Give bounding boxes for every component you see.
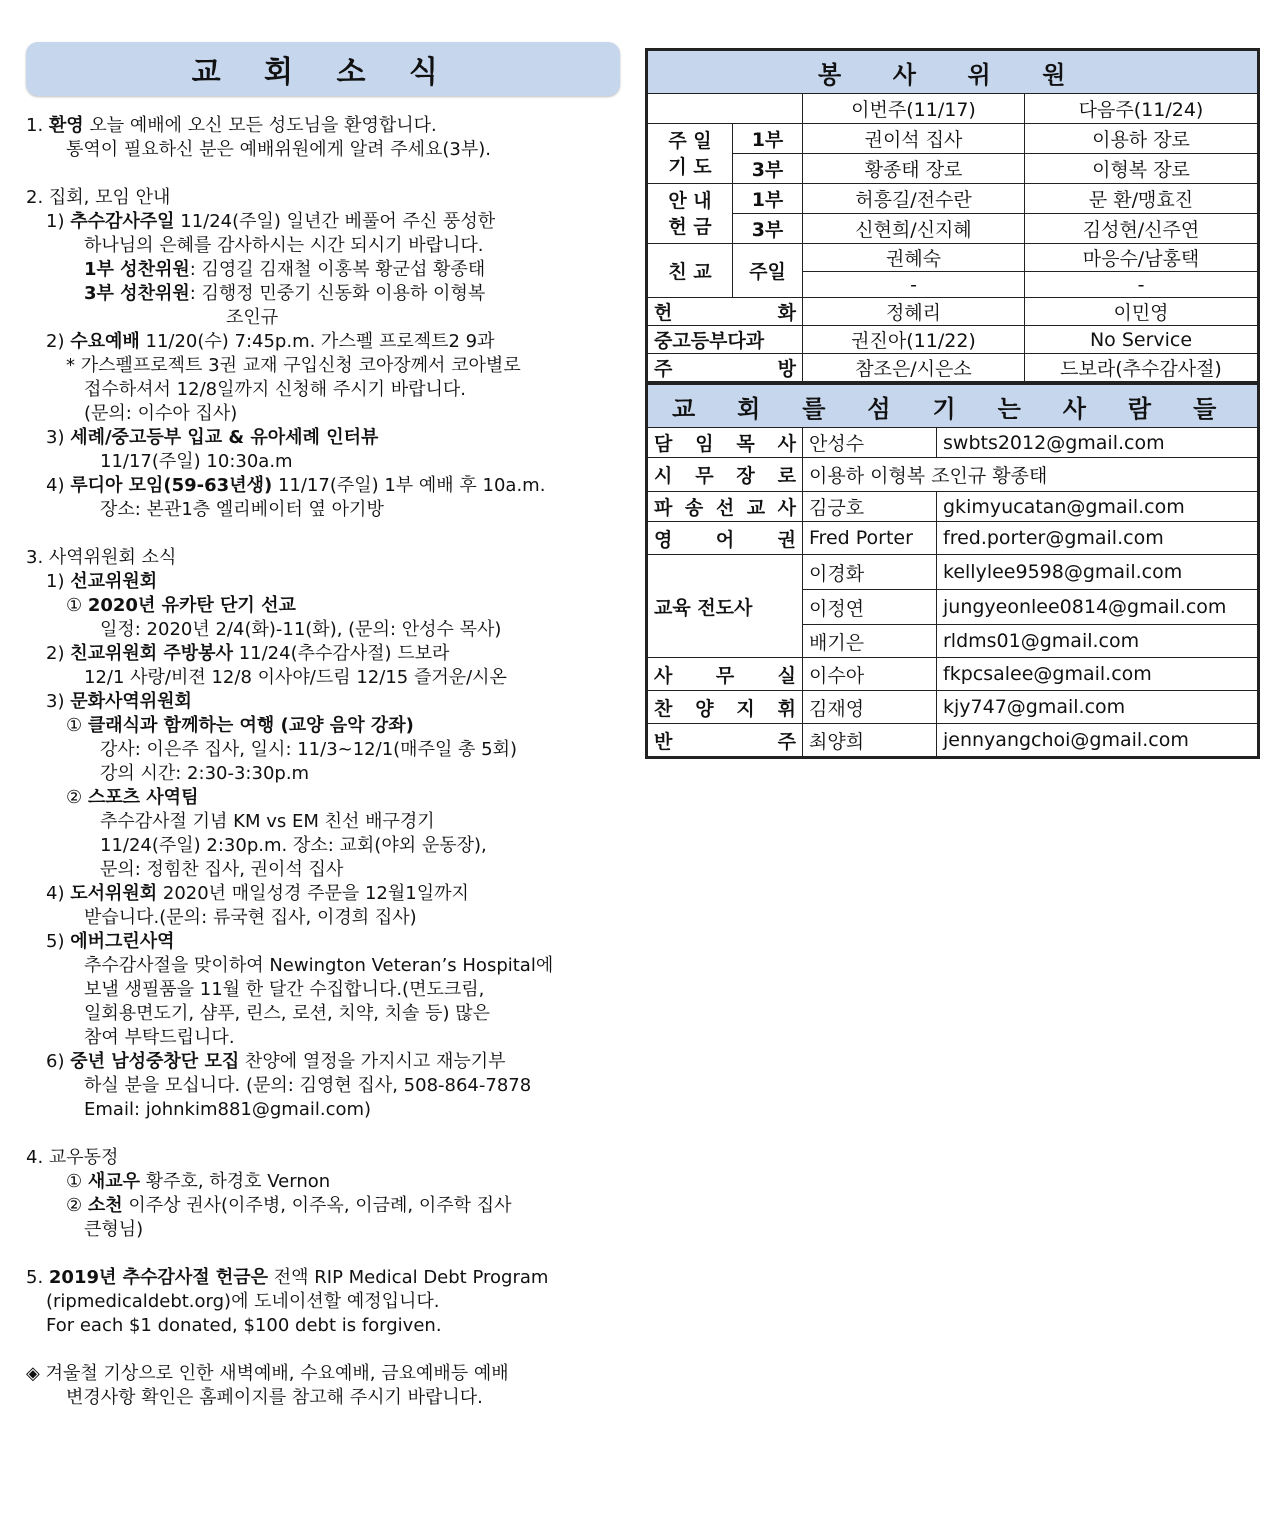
news-line: 일정: 2020년 2/4(화)-11(화), (문의: 안성수 목사)	[100, 619, 502, 640]
spacer	[26, 1338, 626, 1362]
staff-email[interactable]: kellylee9598@gmail.com	[937, 555, 1259, 590]
church-news-title: 교 회 소 식	[26, 42, 620, 96]
sunday-prayer-label: 주 일 기 도	[647, 124, 733, 184]
staff-role: 찬 양 지 휘	[647, 691, 803, 724]
staff-email[interactable]: fred.porter@gmail.com	[937, 522, 1259, 555]
news-line: 1) 추수감사주일 11/24(주일) 일년간 베풀어 주신 풍성한	[46, 211, 496, 232]
news-line: 2) 친교위원회 주방봉사 11/24(추수감사절) 드보라	[46, 643, 450, 664]
news-line: 통역이 필요하신 분은 예배위원에게 알려 주세요(3부).	[66, 139, 491, 160]
staff-name: 이용하 이형복 조인규 황종태	[803, 458, 1259, 492]
this-week-cell: 황종태 장로	[803, 154, 1025, 184]
staff-email[interactable]: fkpcsalee@gmail.com	[937, 658, 1259, 691]
news-line: 6) 중년 남성중창단 모집 찬양에 열정을 가지시고 재능기부	[46, 1051, 506, 1072]
news-line: 4) 도서위원회 2020년 매일성경 주문을 12월1일까지	[46, 883, 469, 904]
news-line: 2) 수요예배 11/20(수) 7:45p.m. 가스펠 프로젝트2 9과	[46, 331, 495, 352]
staff-name: 김긍호	[803, 492, 937, 522]
news-line: * 가스펠프로젝트 3권 교재 구입신청 코아장께서 코아별로	[66, 355, 521, 376]
church-staff-title: 교 회 를 섬 기 는 사 람 들	[647, 385, 1259, 428]
staff-name: 안성수	[803, 428, 937, 458]
next-week-cell: 이형복 장로	[1025, 154, 1259, 184]
usher-offering-label: 안 내 헌 금	[647, 184, 733, 244]
staff-role: 시 무 장 로	[647, 458, 803, 492]
news-line: (ripmedicaldebt.org)에 도네이션할 예정입니다.	[46, 1291, 440, 1312]
staff-name: 이수아	[803, 658, 937, 691]
service-part-label: 3부	[733, 154, 803, 184]
youth-snack-label: 중고등부다과	[647, 326, 803, 354]
staff-role: 파 송 선 교 사	[647, 492, 803, 522]
staff-name: 배기은	[803, 625, 937, 658]
flower-label: 헌 화	[647, 298, 803, 326]
staff-name: Fred Porter	[803, 522, 937, 555]
right-column	[645, 48, 1257, 759]
news-line: ① 클래식과 함께하는 여행 (교양 음악 강좌)	[66, 715, 414, 736]
news-line: 3. 사역위원회 소식	[26, 547, 177, 568]
staff-role: 반 주	[647, 724, 803, 758]
news-line: ② 스포츠 사역팀	[66, 787, 199, 808]
news-line: 5) 에버그린사역	[46, 931, 175, 952]
news-line: 장소: 본관1층 엘리베이터 옆 아기방	[100, 499, 384, 520]
staff-name: 이경화	[803, 555, 937, 590]
news-line: 변경사항 확인은 홈페이지를 참고해 주시기 바랍니다.	[66, 1387, 483, 1408]
staff-role: 사 무 실	[647, 658, 803, 691]
news-line: 1. 환영 오늘 예배에 오신 모든 성도님을 환영합니다.	[26, 115, 437, 136]
staff-email[interactable]: gkimyucatan@gmail.com	[937, 492, 1259, 522]
news-line: 1부 성찬위원: 김영길 김재철 이홍복 황군섭 황종태	[84, 259, 486, 280]
staff-email[interactable]: rldms01@gmail.com	[937, 625, 1259, 658]
news-line: 받습니다.(문의: 류국현 집사, 이경희 집사)	[84, 907, 417, 928]
staff-role: 담 임 목 사	[647, 428, 803, 458]
staff-email[interactable]: kjy747@gmail.com	[937, 691, 1259, 724]
news-line: ① 새교우 황주호, 하경호 Vernon	[66, 1171, 331, 1192]
staff-email[interactable]: swbts2012@gmail.com	[937, 428, 1259, 458]
this-week-cell: 참조은/시은소	[803, 354, 1025, 383]
this-week-header: 이번주(11/17)	[803, 94, 1025, 124]
news-line: 4) 루디아 모임(59-63년생) 11/17(주일) 1부 예배 후 10a.m.	[46, 475, 546, 496]
news-line: Email: johnkim881@gmail.com)	[84, 1099, 372, 1120]
news-line: 12/1 사랑/비젼 12/8 이사야/드림 12/15 즐거운/시온	[84, 667, 507, 688]
news-line: ◈ 겨울철 기상으로 인한 새벽예배, 수요예배, 금요예배등 예배	[26, 1363, 509, 1384]
service-committee-table	[645, 48, 1260, 384]
news-line: 2. 집회, 모임 안내	[26, 187, 171, 208]
church-staff-table	[645, 384, 1260, 759]
next-week-cell: 문 환/맹효진	[1025, 184, 1259, 214]
news-line: 4. 교우동정	[26, 1147, 119, 1168]
this-week-cell: 허흥길/전수란	[803, 184, 1025, 214]
this-week-cell: 정혜리	[803, 298, 1025, 326]
spacer	[26, 522, 626, 546]
next-week-header: 다음주(11/24)	[1025, 94, 1259, 124]
service-part-label: 3부	[733, 214, 803, 244]
news-line: 3) 세례/중고등부 입교 & 유아세례 인터뷰	[46, 427, 379, 448]
this-week-cell: -	[803, 272, 1025, 298]
spacer	[26, 162, 626, 186]
next-week-cell: 이용하 장로	[1025, 124, 1259, 154]
next-week-cell: 마응수/남홍택	[1025, 244, 1259, 272]
news-line: 3부 성찬위원: 김행정 민중기 신동화 이용하 이형복	[84, 283, 486, 304]
news-line: 문의: 정힘찬 집사, 권이석 집사	[100, 859, 344, 880]
news-line: 강의 시간: 2:30-3:30p.m	[100, 763, 310, 784]
staff-name: 김재영	[803, 691, 937, 724]
news-line: 일회용면도기, 샴푸, 린스, 로션, 치약, 치솔 등) 많은	[84, 1003, 491, 1024]
empty-header-cell	[647, 94, 803, 124]
church-news-section	[26, 42, 626, 1410]
staff-role: 영 어 권	[647, 522, 803, 555]
next-week-cell: 드보라(추수감사절)	[1025, 354, 1259, 383]
staff-email[interactable]: jennyangchoi@gmail.com	[937, 724, 1259, 758]
news-line: 11/17(주일) 10:30a.m	[100, 451, 293, 472]
news-line: (문의: 이수아 집사)	[84, 403, 238, 424]
kitchen-label: 주 방	[647, 354, 803, 383]
news-line: 3) 문화사역위원회	[46, 691, 192, 712]
spacer	[26, 1122, 626, 1146]
news-line: 강사: 이은주 집사, 일시: 11/3~12/1(매주일 총 5회)	[100, 739, 518, 760]
staff-name: 이정연	[803, 590, 937, 625]
staff-name: 최양희	[803, 724, 937, 758]
next-week-cell: -	[1025, 272, 1259, 298]
news-line: 보낼 생필품을 11월 한 달간 수집합니다.(면도크림,	[84, 979, 485, 1000]
service-part-label: 주일	[733, 244, 803, 298]
news-line: 조인규	[226, 307, 279, 328]
staff-email[interactable]: jungyeonlee0814@gmail.com	[937, 590, 1259, 625]
news-line: For each $1 donated, $100 debt is forgiven.	[46, 1315, 442, 1336]
news-line: 하실 분을 모십니다. (문의: 김영현 집사, 508-864-7878	[84, 1075, 532, 1096]
this-week-cell: 신현희/신지혜	[803, 214, 1025, 244]
church-news-body	[26, 114, 626, 1410]
this-week-cell: 권이석 집사	[803, 124, 1025, 154]
service-part-label: 1부	[733, 184, 803, 214]
service-committee-title: 봉 사 위 원	[647, 50, 1259, 94]
news-line: 11/24(주일) 2:30p.m. 장소: 교회(야외 운동장),	[100, 835, 487, 856]
this-week-cell: 권진아(11/22)	[803, 326, 1025, 354]
next-week-cell: 김성현/신주연	[1025, 214, 1259, 244]
spacer	[26, 1242, 626, 1266]
this-week-cell: 권혜숙	[803, 244, 1025, 272]
news-line: 추수감사절을 맞이하여 Newington Veteran’s Hospital에	[84, 955, 554, 976]
staff-role: 교육 전도사	[647, 555, 803, 658]
news-line: ② 소천 이주상 권사(이주병, 이주옥, 이금례, 이주학 집사	[66, 1195, 512, 1216]
news-line: 추수감사절 기념 KM vs EM 친선 배구경기	[100, 811, 435, 832]
news-line: ① 2020년 유카탄 단기 선교	[66, 595, 296, 616]
fellowship-label: 친 교	[647, 244, 733, 298]
news-line: 1) 선교위원회	[46, 571, 158, 592]
next-week-cell: 이민영	[1025, 298, 1259, 326]
news-line: 하나님의 은혜를 감사하시는 시간 되시기 바랍니다.	[84, 235, 484, 256]
service-part-label: 1부	[733, 124, 803, 154]
news-line: 참여 부탁드립니다.	[84, 1027, 235, 1048]
news-line: 큰형님)	[84, 1219, 144, 1240]
next-week-cell: No Service	[1025, 326, 1259, 354]
news-line: 접수하셔서 12/8일까지 신청해 주시기 바랍니다.	[84, 379, 467, 400]
news-line: 5. 2019년 추수감사절 헌금은 전액 RIP Medical Debt Program	[26, 1267, 549, 1288]
